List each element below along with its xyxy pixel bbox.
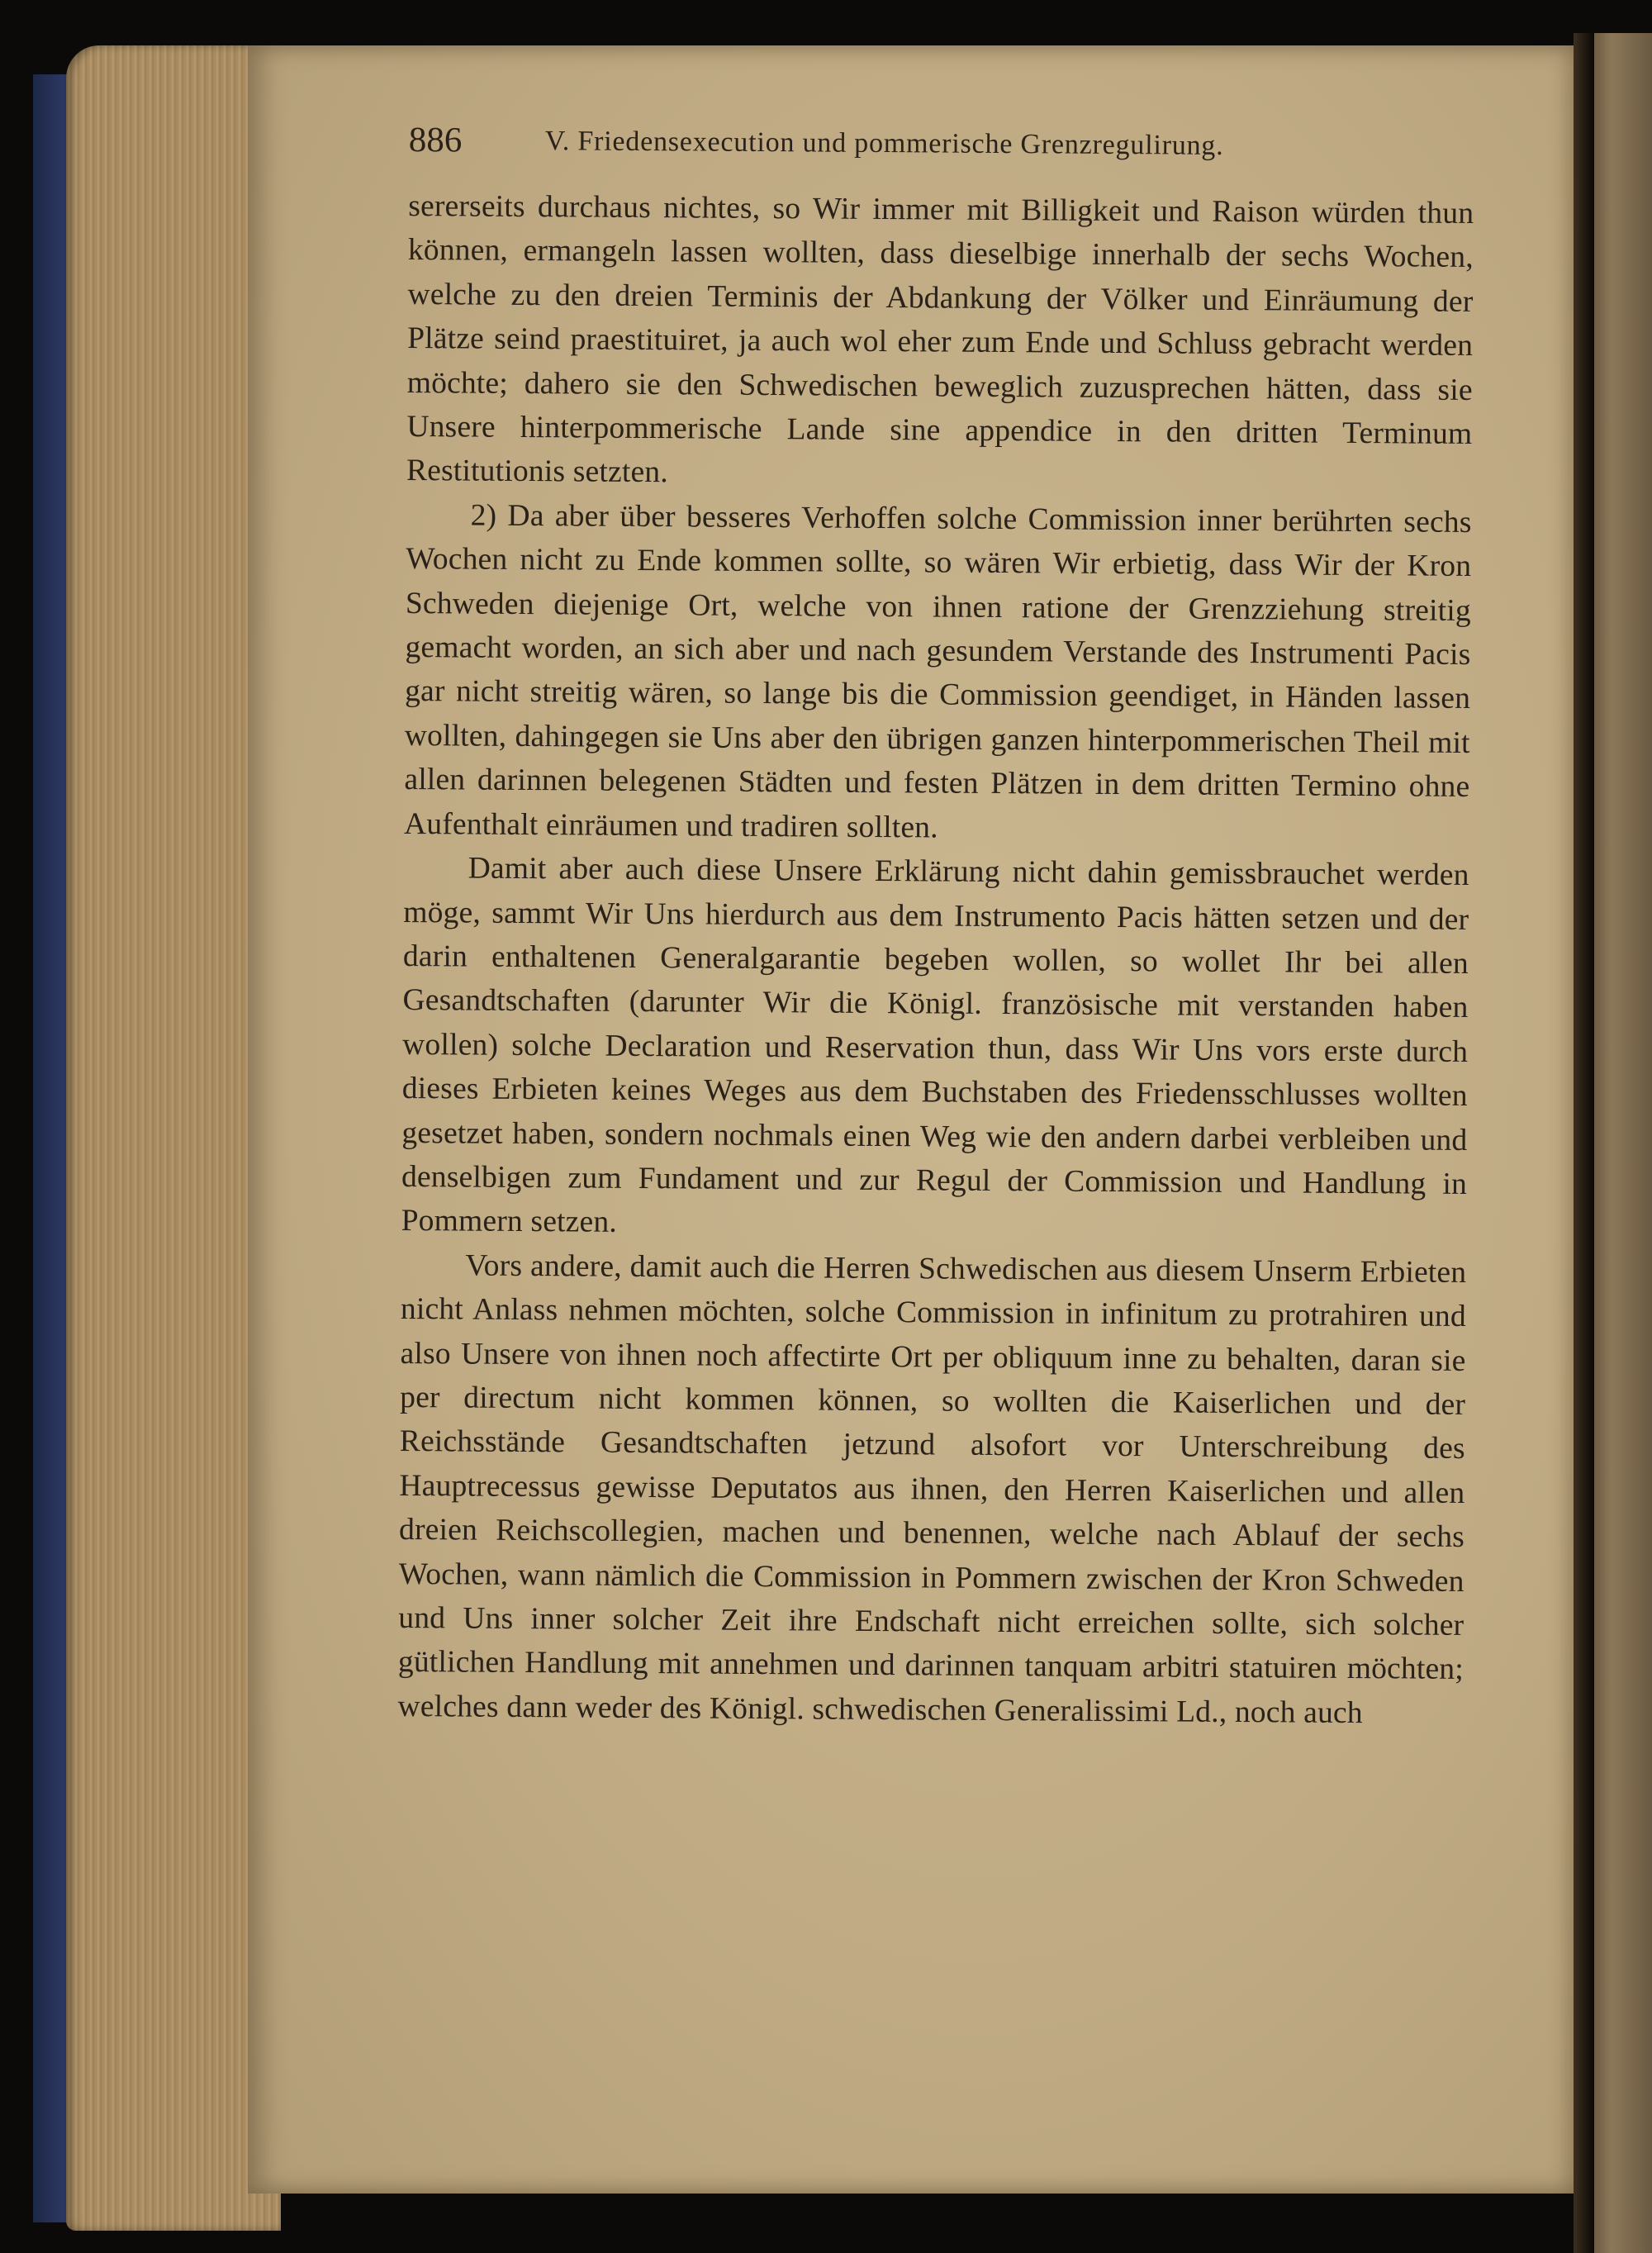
paragraph-continued: sererseits durchaus nichtes, so Wir immer mit Billigkeit und Raison würden thun können, ermangeln lassen wollten, dass dieselbige innerhalb der sechs Wochen, welche zu den dreien Terminis der Abdankung der Völker und Einräumung der Plätze seind praestituiret, ja auch wol eher zum Ende und Schluss gebracht werden möchte; dahero sie den Schwedischen beweglich zuzusprechen hätten, dass sie Unsere hinterpommerische Lande sine appendice in den dritten Terminum Restitutionis setzten. [406,188,1474,490]
paragraph-vors-andere: Vors andere, damit auch die Herren Schwedischen aus diesem Unserm Erbieten nicht Anlass nehmen möchten, solche Commission in infinitum zu protrahiren und also Unsere von ihnen noch affectirte Ort per obliquum inne zu behalten, daran sie per directum nicht kommen können, so wollten die Kaiserlichen und der Reichsstände Gesandtschaften jetzund alsofort vor Unterschreibung des Hauptrecessus gewisse Deputatos aus ihnen, den Herren Kaiserlichen und allen dreien Reichscollegien, machen und benennen, welche nach Ablauf der sechs Wochen, wann nämlich die Commission in Pommern zwischen der Kron Schweden und Uns inner solcher Zeit ihre Endschaft nicht erreichen sollte, sich solcher gütlichen Handlung mit annehmen und darinnen tanquam arbitri statuiren möchten; welches dann weder des Königl. schwedischen Generalissimi Ld., noch auch [397,1248,1467,1730]
book-page [248,45,1574,2194]
facing-page-edge [1594,33,1652,2253]
paragraph-damit: Damit aber auch diese Unsere Erklärung nicht dahin gemissbrauchet werden möge, sammt Wir Uns hierdurch aus dem Instrumento Pacis hätten setzen und der darin enthaltenen Generalgarantie begeben wollen, so wollet Ihr bei allen Gesandtschaften (darunter Wir die Königl. französische mit verstanden haben wollen) solche Declaration und Reservation thun, dass Wir Uns vors erste durch dieses Erbieten keines Weges aus dem Buchstaben des Friedensschlusses wollten gesetzet haben, sondern nochmals einen Weg wie den andern darbei verbleiben und denselbigen zum Fundament und zur Regul der Commission und Handlung in Pommern setzen. [401,851,1469,1240]
running-head: V. Friedensexecution und pommerische Grenzregulirung. [544,126,1224,161]
book-gutter [1574,33,1594,2253]
page-text-block [397,120,1474,1736]
paragraph-point-2: 2) Da aber über besseres Verhoffen solche Commission inner berührten sechs Wochen nicht zu Ende kommen sollte, so wären Wir erbietig, dass Wir der Kron Schweden diejenige Ort, welche von ihnen ratione der Grenzziehung streitig gemacht worden, an sich aber und nach gesundem Verstande des Instrumenti Pacis gar nicht streitig wären, so lange bis die Commission geendiget, in Händen lassen wollten, dahingegen sie Uns aber den übrigen ganzen hinterpommerischen Theil mit allen darinnen belegenen Städten und festen Plätzen in dem dritten Termino ohne Aufenthalt einräumen und tradiren sollten. [403,498,1472,845]
page-header [409,120,1474,177]
page-number: 886 [408,120,463,160]
